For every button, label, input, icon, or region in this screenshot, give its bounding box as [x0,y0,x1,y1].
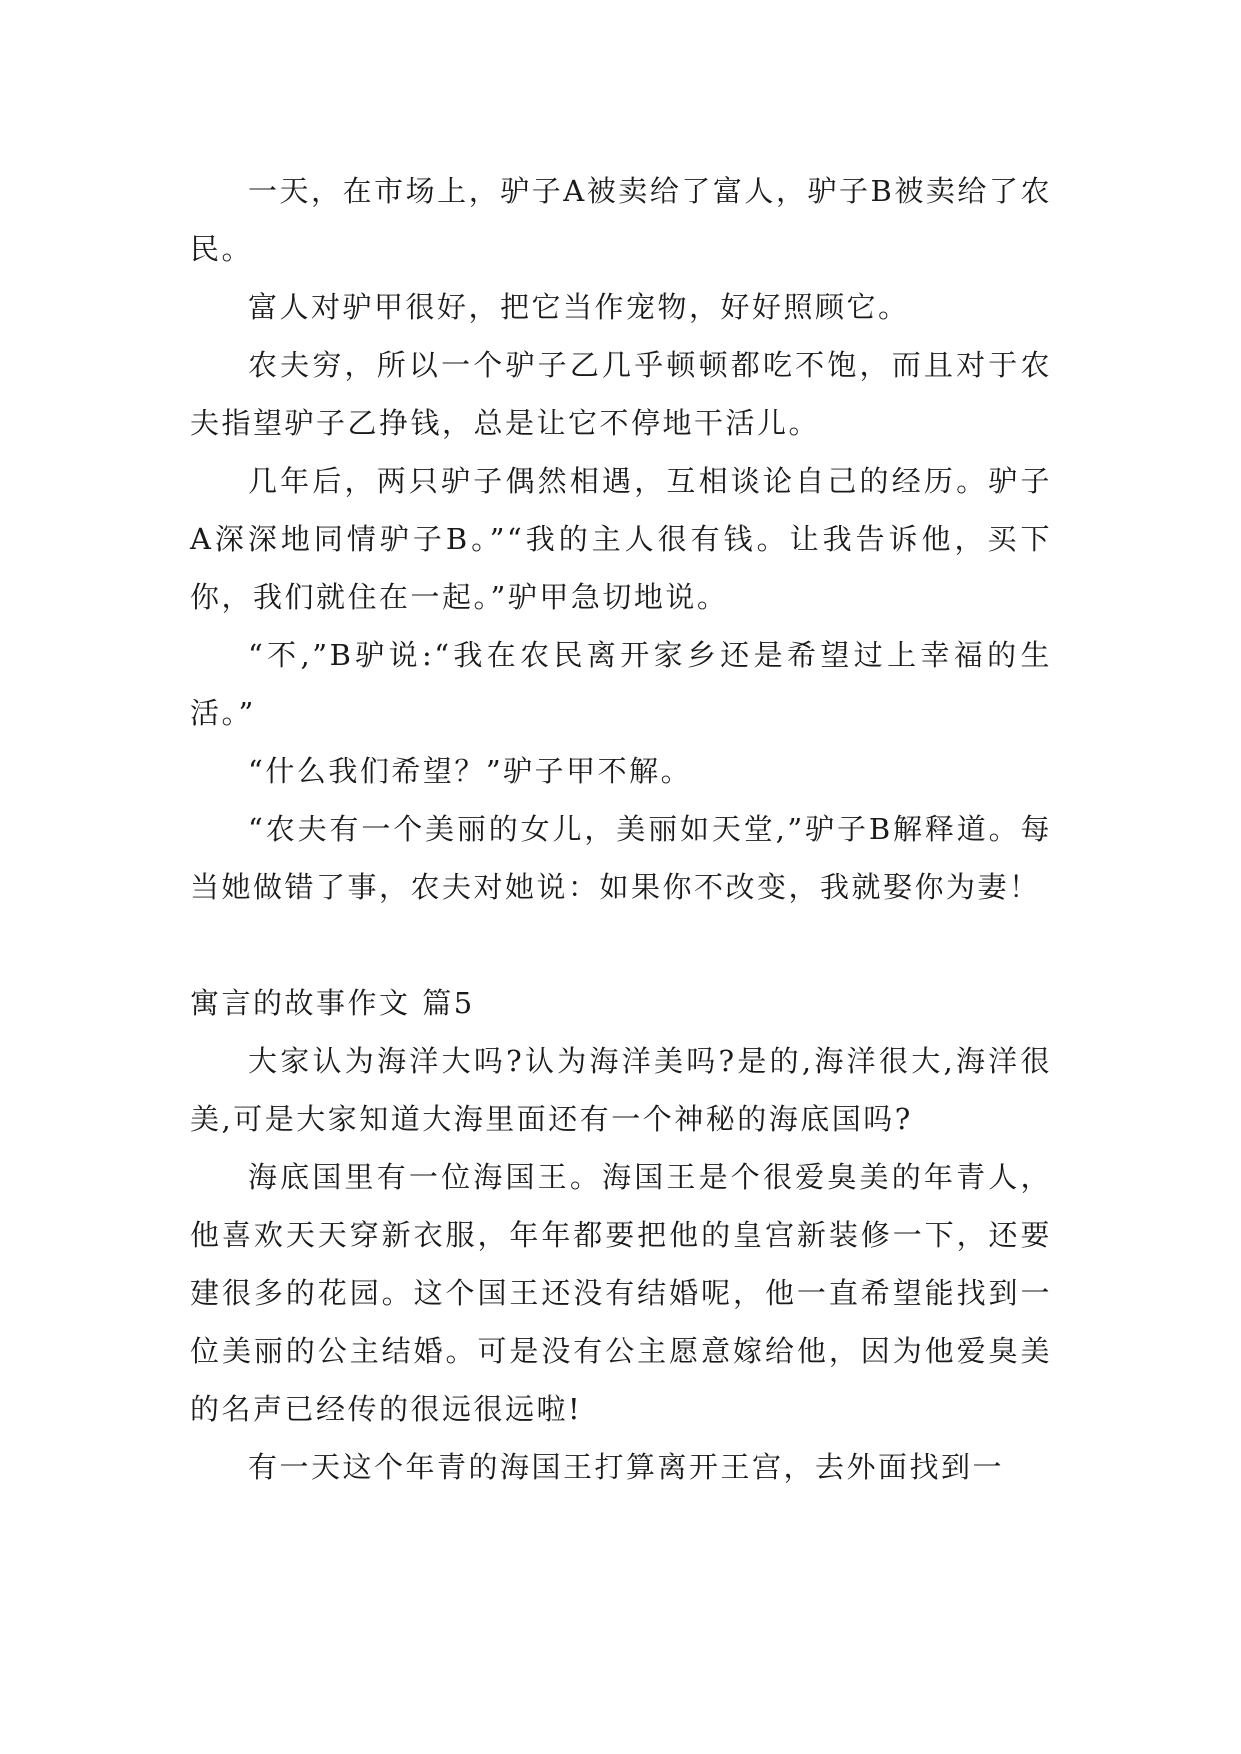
paragraph: 大家认为海洋大吗?认为海洋美吗?是的,海洋很大,海洋很美,可是大家知道大海里面还有一个神秘的海底国吗? [190,1044,1052,1136]
paragraph: 农夫穷，所以一个驴子乙几乎顿顿都吃不饱，而且对于农夫指望驴子乙挣钱，总是让它不停地干活儿。 [190,348,1052,440]
paragraph: 富人对驴甲很好，把它当作宠物，好好照顾它。 [248,290,910,324]
paragraph: “农夫有一个美丽的女儿，美丽如天堂,”驴子B解释道。每当她做错了事，农夫对她说：如果你不改变，我就娶你为妻！ [190,812,1052,904]
paragraph: 海底国里有一位海国王。海国王是个很爱臭美的年青人，他喜欢天天穿新衣服，年年都要把他的皇宫新装修一下，还要建很多的花园。这个国王还没有结婚呢，他一直希望能找到一位美丽的公主结婚。可是没有公主愿意嫁给他，因为他爱臭美的名声已经传的很远很远啦! [190,1160,1052,1426]
paragraph: 有一天这个年青的海国王打算离开王宫，去外面找到一 [248,1450,1005,1484]
paragraph: “不,”B驴说:“我在农民离开家乡还是希望过上幸福的生活。” [190,638,1052,730]
section-heading: 寓言的故事作文 篇5 [190,986,475,1020]
text-column [190,162,1052,1496]
paragraph: “什么我们希望？”驴子甲不解。 [248,754,693,788]
section-spacer [190,916,1052,974]
paragraph: 几年后，两只驴子偶然相遇，互相谈论自己的经历。驴子A深深地同情驴子B。”“我的主人很有钱。让我告诉他，买下你，我们就住在一起。”驴甲急切地说。 [190,464,1052,614]
paragraph: 一天，在市场上，驴子A被卖给了富人，驴子B被卖给了农民。 [190,174,1052,266]
